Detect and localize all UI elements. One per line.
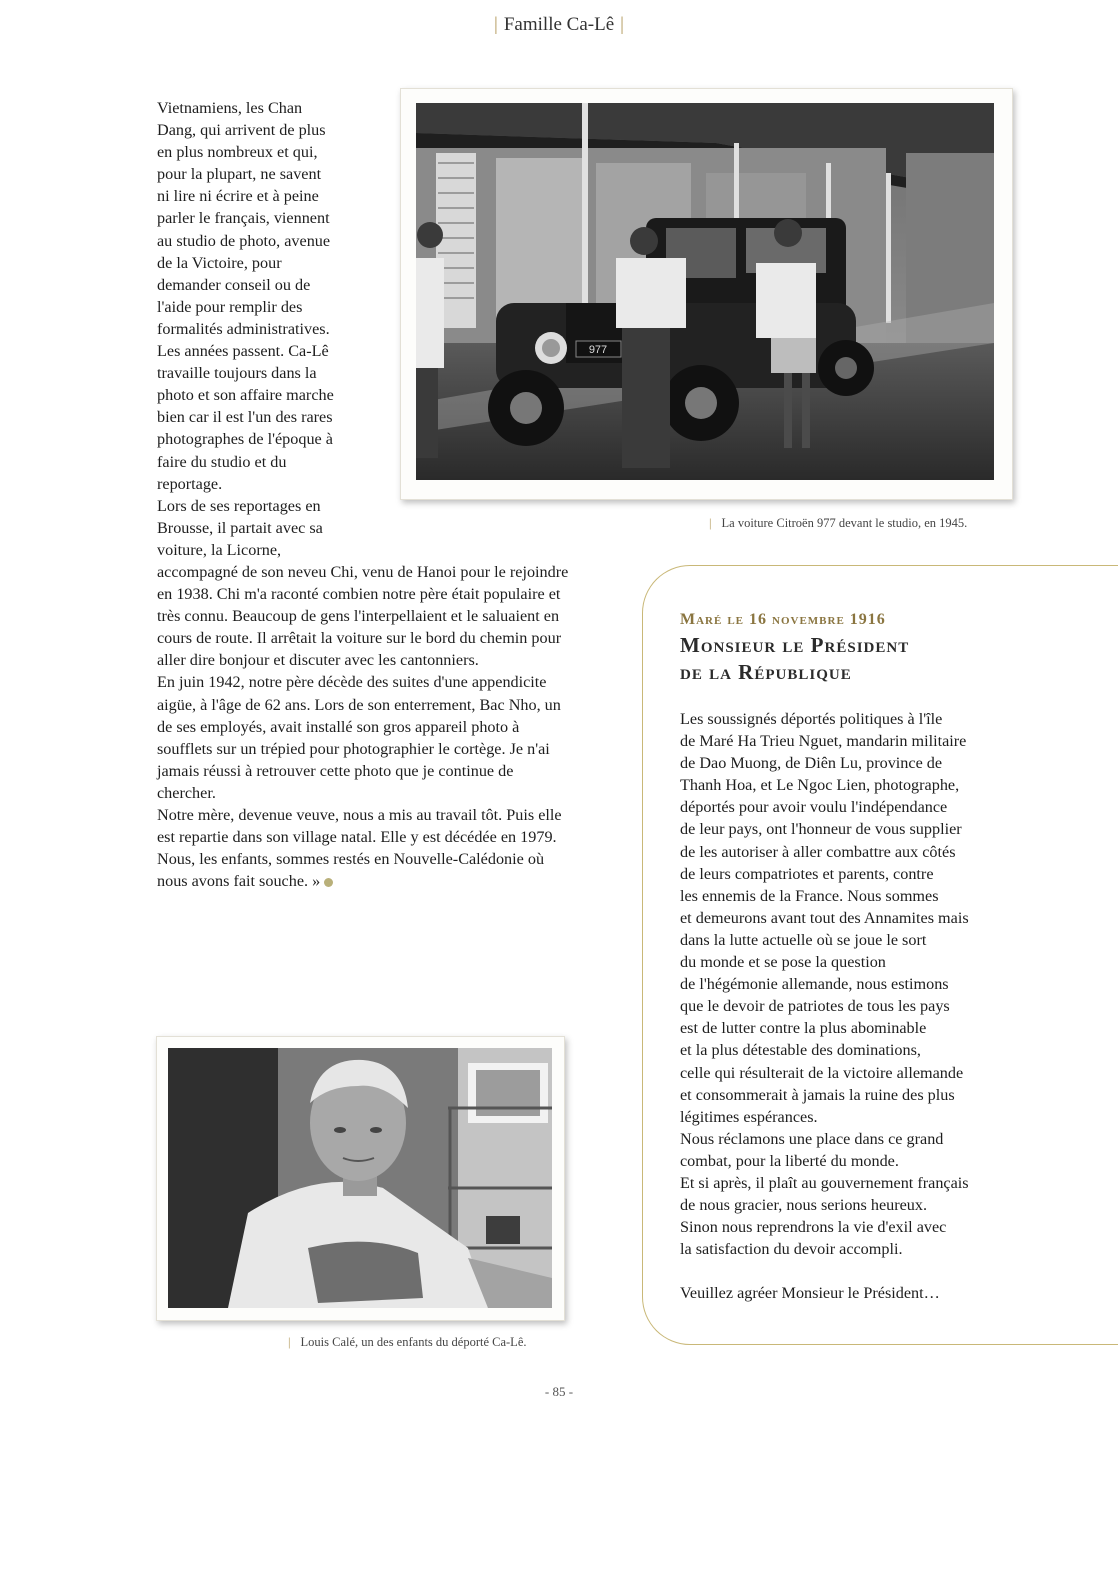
letter-line: Nous réclamons une place dans ce grand (680, 1129, 944, 1148)
letter-line: de les autoriser à aller combattre aux côtés (680, 842, 956, 861)
letter-line: Sinon nous reprendrons la vie d'exil avec (680, 1218, 947, 1237)
letter-title-line-2: de la République (680, 660, 852, 684)
letter-line: que le devoir de patriotes de tous les pays (680, 997, 950, 1016)
portrait-photo-illustration (168, 1048, 552, 1308)
letter-line: déportés pour avoir voulu l'indépendance (680, 798, 948, 817)
letter-line: les ennemis de la France. Nous sommes (680, 886, 939, 905)
letter-line: de Dao Muong, de Diên Lu, province de (680, 754, 943, 773)
letter-line: et consommerait à jamais la ruine des plus (680, 1085, 955, 1104)
car-photo-illustration (416, 103, 994, 480)
letter-line: est de lutter contre la plus abominable (680, 1019, 927, 1038)
letter-line: la satisfaction du devoir accompli. (680, 1240, 903, 1259)
running-header (0, 14, 1118, 36)
header-title: Famille Ca-Lê (503, 14, 615, 35)
letter-line: de nous gracier, nous serions heureux. (680, 1196, 928, 1215)
letter-title-line-1: Monsieur le Président (680, 633, 910, 657)
page-number: - 85 - (544, 1384, 574, 1399)
header-divider-right: | (620, 14, 624, 35)
paragraph-4 (157, 804, 569, 892)
letter-line: celle qui résulterait de la victoire allemande (680, 1063, 964, 1082)
portrait-caption-text: Louis Calé, un des enfants du déporté Ca-Lê. (300, 1335, 527, 1349)
letter-line: de Maré Ha Trieu Nguet, mandarin militaire (680, 732, 967, 751)
car-caption-text: La voiture Citroën 977 devant le studio, en 1945. (721, 516, 968, 530)
paragraph-1: Vietnamiens, les Chan Dang, qui arrivent de plus en plus nombreux et qui, pour la plupart, ne savent ni lire ni écrire et à peine parler le français, viennent au studio de photo, avenue de la Victoire, pour demander conseil ou de l'aide pour remplir des formalités administratives. Les années passent. Ca-Lê travaille toujours dans la photo et son affaire marche bien car il est l'un des rares photographes de l'époque à faire du studio et du reportage. (157, 99, 334, 493)
paragraph-4-text: Notre mère, devenue veuve, nous a mis au travail tôt. Puis elle est repartie dans son village natal. Elle y est décédée en 1979. Nous, les enfants, sommes restés en Nouvelle-Calédonie où nous avons fait souche. » (157, 806, 562, 891)
car-photo-caption (709, 516, 967, 531)
letter-body (680, 708, 1040, 1304)
end-of-article-dot (324, 878, 333, 887)
letter-line: combat, pour la liberté du monde. (680, 1151, 899, 1170)
letter-line: Et si après, il plaît au gouvernement français (680, 1173, 969, 1192)
letter-line: et demeurons avant tout des Annamites mais (680, 908, 969, 927)
paragraph-2: Lors de ses reportages en Brousse, il partait avec sa voiture, la Licorne, accompagné de son neveu Chi, venu de Hanoi pour le rejoindre en 1938. Chi m'a raconté combien notre père était populaire et très connu. Beaucoup de gens l'interpellaient et le saluaient en cours de route. Il arrêtait la voiture sur le bord du chemin pour aller dire bonjour et discuter avec les cantonniers. (157, 496, 569, 670)
caption-divider: | (709, 516, 712, 530)
portrait-photo-caption (288, 1335, 527, 1350)
header-divider-left: | (494, 14, 498, 35)
letter-line: et la plus détestable des dominations, (680, 1041, 921, 1060)
paragraph-3: En juin 1942, notre père décède des suites d'une appendicite aigüe, à l'âge de 62 ans. Lors de son enterrement, Bac Nho, un de ses employés, avait installé son gros appareil photo à soufflets sur un trépied pour photographier le cortège. Je n'ai jamais réussi à retrouver cette photo que je continue de chercher. (157, 673, 561, 802)
letter-line: Les soussignés déportés politiques à l'île (680, 710, 943, 728)
letter-date: Maré le 16 novembre 1916 (680, 611, 886, 628)
caption-divider: | (288, 1335, 291, 1349)
letter-line: de l'hégémonie allemande, nous estimons (680, 975, 949, 994)
letter-line: Thanh Hoa, et Le Ngoc Lien, photographe, (680, 776, 960, 795)
letter-line: de leurs compatriotes et parents, contre (680, 864, 934, 883)
letter-title (680, 632, 1080, 686)
letter-line: du monde et se pose la question (680, 953, 886, 972)
letter-line: légitimes espérances. (680, 1107, 818, 1126)
car-plate-text: 977 (588, 344, 608, 356)
car-photo (416, 103, 994, 480)
letter-line: dans la lutte actuelle où se joue le sort (680, 930, 927, 949)
portrait-photo (168, 1048, 552, 1308)
letter-closing: Veuillez agréer Monsieur le Président… (680, 1284, 940, 1303)
letter-line: de leur pays, ont l'honneur de vous supplier (680, 820, 962, 839)
